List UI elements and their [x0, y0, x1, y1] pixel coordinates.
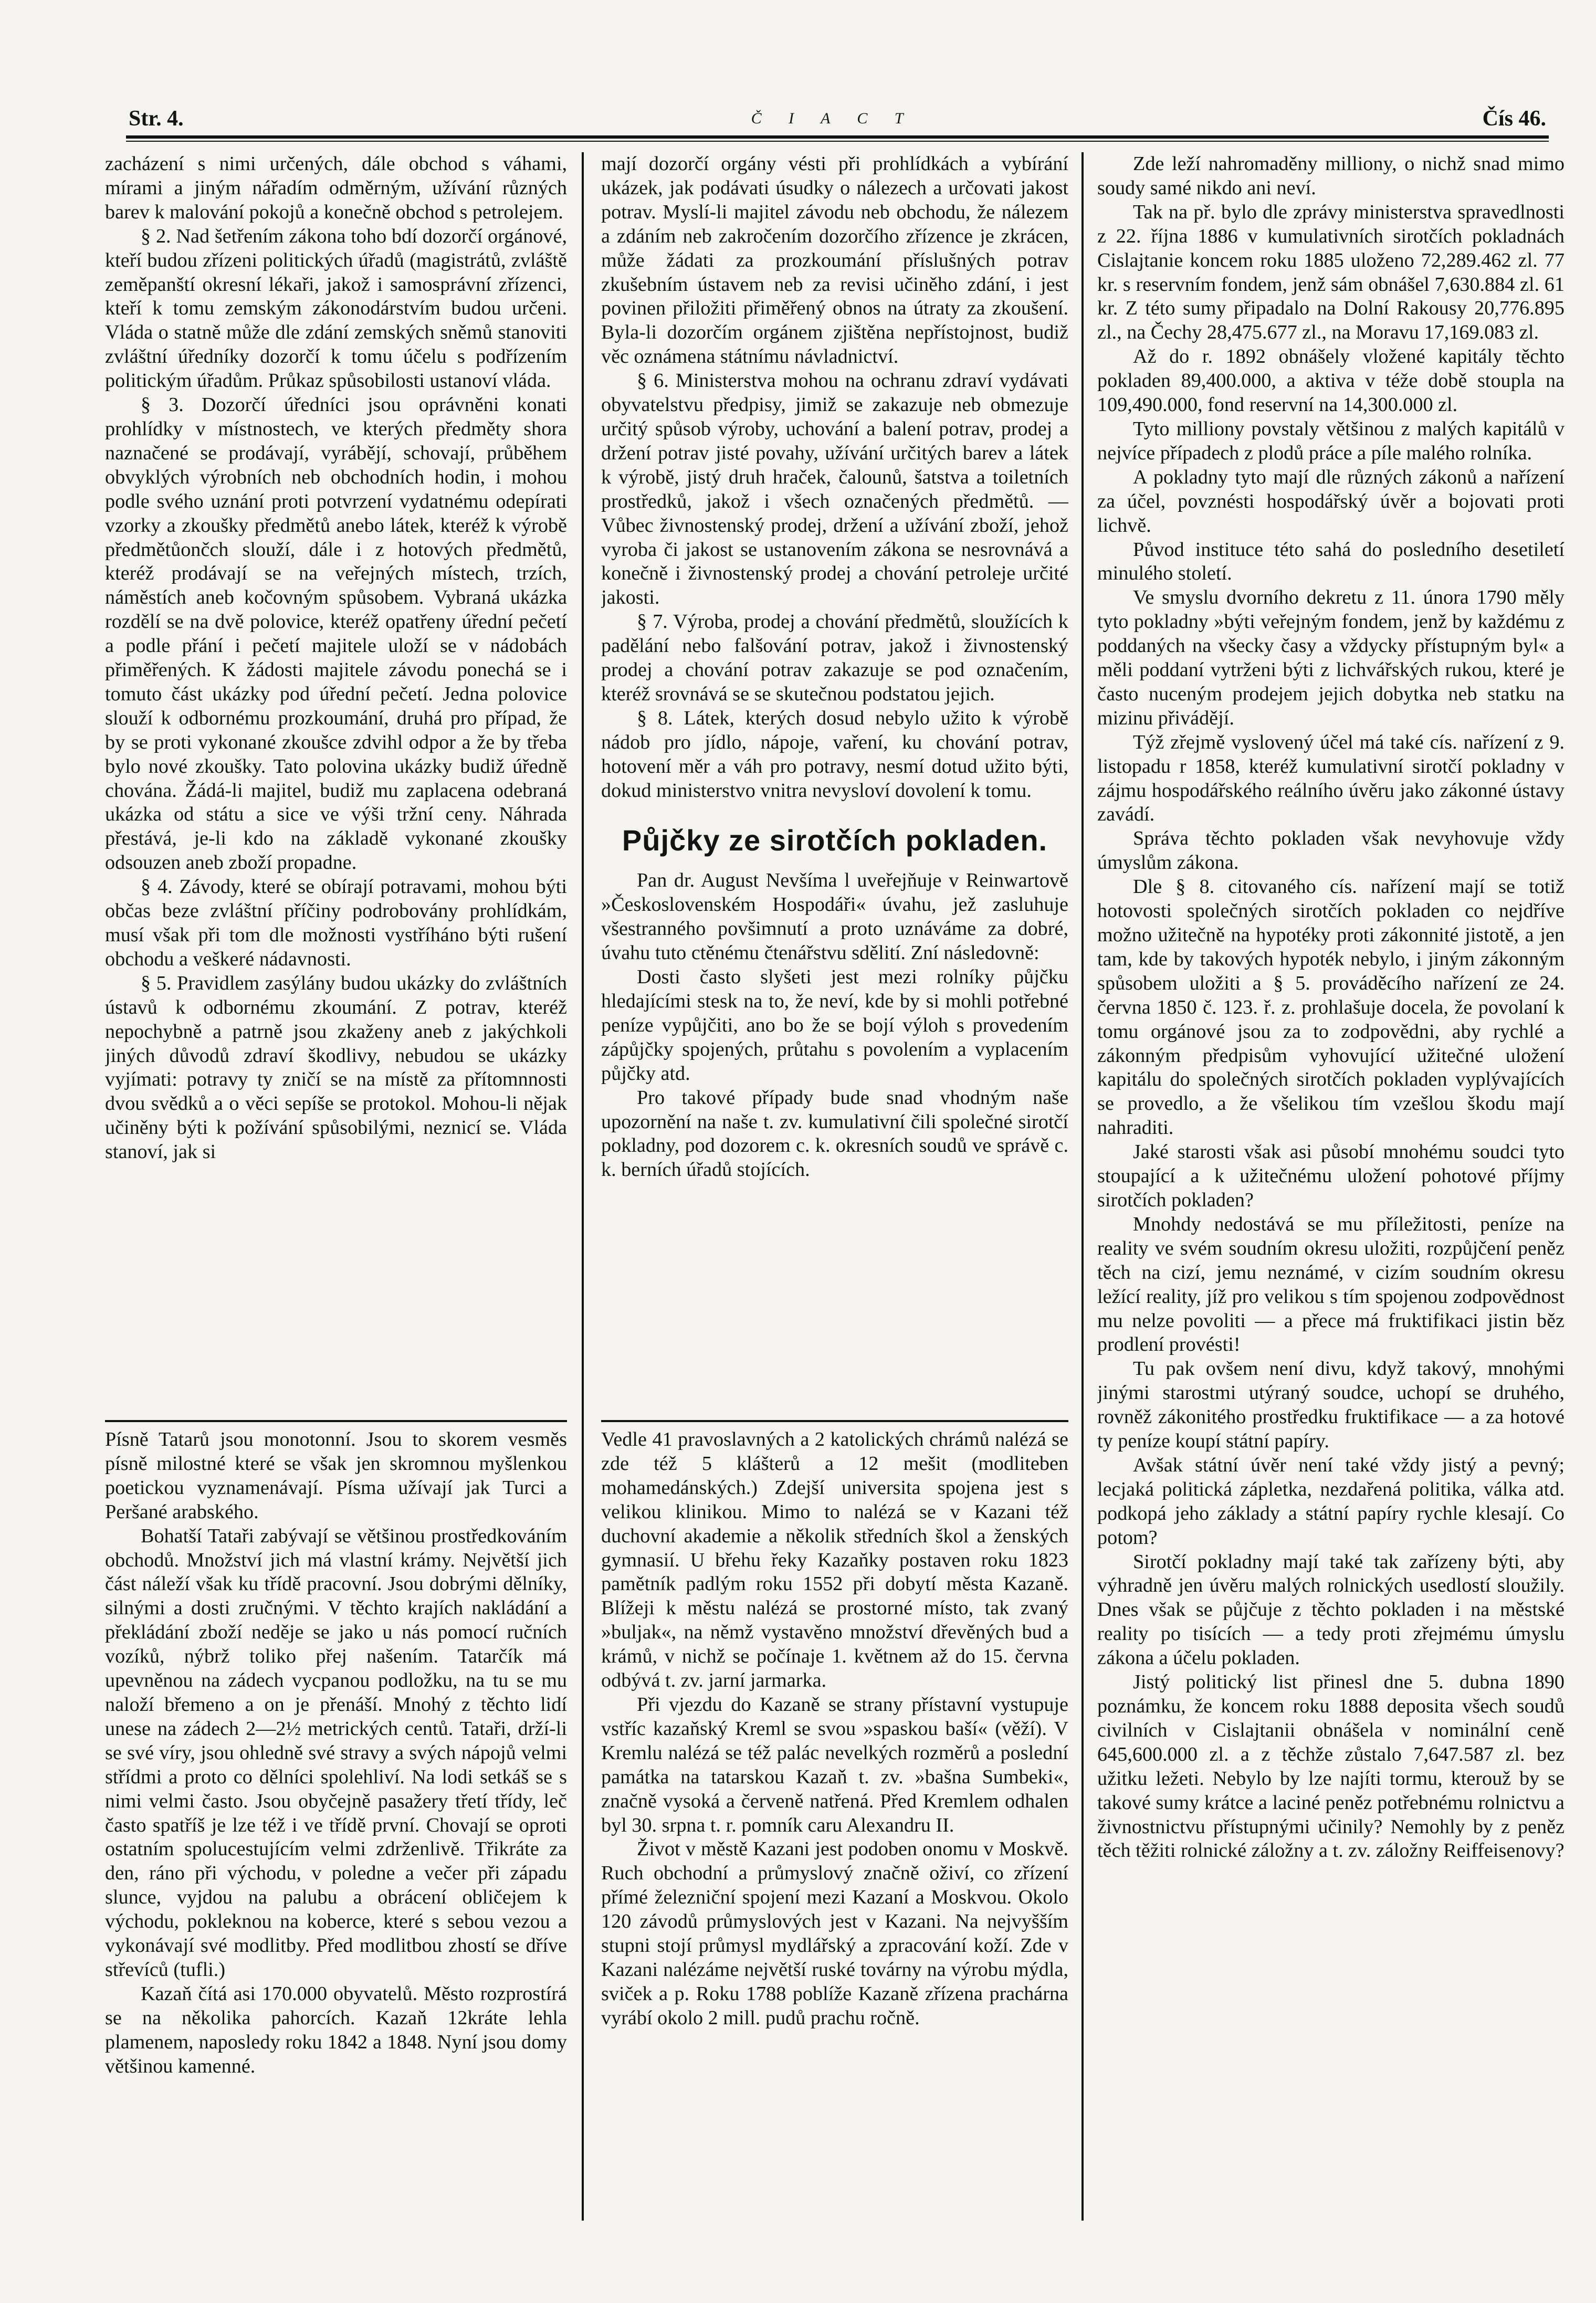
paragraph: § 7. Výroba, prodej a chování předmětů, sloužících k padělání nebo falšování potrav, jakož i živnostenský prodej a chování potrav zakazuje se pod označením, kteréž srovnává se se skutečnou podstatou jejich. — [601, 611, 1068, 705]
paragraph: Mnohdy nedostává se mu příležitosti, peníze na reality ve svém soudním okresu uložiti, rozpůjčení peněz těch na cizí, jemu neznámé, v cizím soudním okresu ležící reality, jíž pro velikou s tím spojenou zodpovědnost mu nelze povoliti — a přece má fruktifikaci jistin běz prodlení provésti! — [1097, 1213, 1564, 1356]
paragraph: Bohatší Tataři zabývají se většinou prostředkováním obchodů. Množství jich má vlastní krámy. Největší jich část náleží však ku třídě pracovní. Jsou dobrými dělníky, silnými a dosti zručnými. V těchto krajích nakládání a překládání zboží neděje se jako u nás pomocí ručních vozíků, nýbrž toliko přej našením. Tatarčík má upevněnou na zádech vycpanou podložku, na tu se mu naloží břemeno a on je přenáší. Mnohý z těchto lidí unese na zádech 2—2½ metrických centů. Tataři, drží-li se své víry, jsou ohledně své stravy a svých nápojů velmi střídmi a proto co dělníci spolehliví. Na lodi setkáš se s nimi velmi často. Jsou obyčejně pasažery třetí třídy, leč často spatříš je lze též i ve třídě první. Chovají se oproti ostatním spolucestujícím velmi zdrženlivě. Třikráte za den, ráno při východu, v poledne a večer při západu slunce, vyjdou na palubu a obrácení obličejem k východu, pokleknou na koberce, které s sebou vezou a vykonávají své modlitby. Před modlitbou zhostí se dříve střevíců (tufli.) — [105, 1524, 567, 1981]
paragraph: Tak na př. bylo dle zprávy ministerstva spravedlnosti z 22. října 1886 v kumulativních sirotčích pokladnách Cislajtanie koncem roku 1885 uloženo 72,289.462 zl. 77 kr. s reservním fondem, jenž sám obnášel 7,630.884 zl. 61 kr. Z této sumy připadalo na Dolní Rakousy 20,776.895 zl., na Čechy 28,475.677 zl., na Moravu 17,169.083 zl. — [1097, 201, 1564, 344]
paragraph: Týž zřejmě vyslovený účel má také cís. nařízení z 9. listopadu r 1858, kteréž kumulativní sirotčí pokladny v zájmu hospodářského reálního úvěru jako zákonné ústavy zavádí. — [1097, 731, 1564, 826]
column-1-bottom — [105, 1428, 567, 2215]
paragraph: § 3. Dozorčí úředníci jsou oprávněni konati prohlídky v místnostech, ve kterých předměty shora naznačené se prodávají, vyrábějí, schovají, průběhem obvyklých výrobních neb obchodních hodin, i mohou podle svého uznání proti potvrzení vydatnému odepírati vzorky a zkoušky předmětů anebo látek, kteréž k výrobě předmětůončch slouží, dále i z hotových předmětů, kteréž prodávají se na veřejných místech, trzích, náměstích aneb kočovným spůsobem. Vybraná ukázka rozdělí se na dvě polovice, kteréž opatřeny úřední pečetí a podle přání i pečetí majitele uloží se v nádobách přiměřených. K žádosti majitele závodu ponechá se i tomuto část ukázky pod úřední pečetí. Jedna polovice slouží k odbornému prozkoumání, druhá pro případ, že by se proti vykonané zkoušce zdvihl odpor a že by třeba bylo nové zkoušky. Tato polovina ukázky budiž úředně chována. Žádá-li majitel, budiž mu zaplacena odebraná ukázka od státu a sice ve výši tržní ceny. Náhrada přestává, je-li kdo na základě vykonané zkoušky odsouzen aneb zboží propadne. — [105, 394, 567, 874]
paragraph: § 6. Ministerstva mohou na ochranu zdraví vydávati obyvatelstvu předpisy, jimiž se zakazuje neb obmezuje určitý spůsob výroby, uchování a balení potrav, prodej a držení potrav jisté povahy, užívání určitých barev a látek k výrobě, jistý druh hraček, čalounů, šatstva a toiletních prostředků, jakož i všech označených předmětů. — Vůbec živnostenský prodej, držení a užívání zboží, jehož vyroba či jakost se ustanovením zákona se nesrovnává a konečně i živnostenský prodej a chování petroleje určité jakosti. — [601, 370, 1068, 609]
paragraph: Dle § 8. citovaného cís. nařízení mají se totiž hotovosti společných sirotčích pokladen co nejdříve možno užitečně na hypotéky proti zákonnité jistotě, a jen tam, kde by takových hypoték nebylo, i jiným zákonným spůsobem uložiti a § 5. prováděcího nařízení ze 24. června 1850 č. 123. ř. z. prohlašuje docela, že povolaní k tomu orgánové jsou za to zodpovědni, aby rychlé a zákonným předpisům vyhovující užitečné uložení kapitálu do společných sirotčích pokladen vyplývajících se provedlo, a že všelikou tím vzešlou škodu mají nahraditi. — [1097, 876, 1564, 1139]
paragraph: Dosti často slyšeti jest mezi rolníky půjčku hledajícími stesk na to, že neví, kde by si mohli potřebné peníze vypůjčiti, ano bo že se bojí výloh s provedením zápůjčky spojených, průtahu s povolením a vyplacením půjčky atd. — [601, 966, 1068, 1085]
paragraph: mají dozorčí orgány vésti při prohlídkách a vybírání ukázek, jak podávati úsudky o nálezech a určovati jakost potrav. Myslí-li majitel závodu neb obchodu, že nálezem a zdáním neb zakročením dozorčího zřízence je zkrácen, může žádati za prozkoumání příslušných potrav zkušebním ústavem neb za revisi učiněho zdání, i jest povinen přiložiti přiměřený obnos na útraty za zkoušení. Byla-li dozorčím orgánem zjištěna nepřístojnost, budiž věc oznámena státnímu návladnictví. — [601, 153, 1068, 368]
paragraph: Až do r. 1892 obnášely vložené kapitály těchto pokladen 89,400.000, a aktiva v téže době stoupla na 109,490.000, fond reservní na 14,300.000 zl. — [1097, 345, 1564, 416]
section-title: Půjčky ze sirotčích pokladen. — [622, 824, 1048, 857]
paragraph: Život v městě Kazani jest podoben onomu v Moskvě. Ruch obchodní a průmyslový značně oživí, co zřízení přímé železniční spojení mezi Kazaní a Moskvou. Okolo 120 závodů průmyslových jest v Kazani. Na nejvyšším stupni stojí průmysl mydlářský a zpracování koží. Zde v Kazani nalézáme největší ruské továrny na výrobu mýdla, sviček a p. Roku 1788 poblíže Kazaně zřízena prachárna vyrábí okolo 2 mill. pudů prachu ročně. — [601, 1838, 1068, 2029]
paragraph: Sirotčí pokladny mají také tak zařízeny býti, aby výhradně jen úvěru malých rolnických usedlostí sloužily. Dnes však se půjčuje z těchto pokladen i na městské reality po tisících — a tedy proti zřejmému úmyslu zákona a účelu pokladen. — [1097, 1550, 1564, 1669]
paragraph: § 2. Nad šetřením zákona toho bdí dozorčí orgánové, kteří budou zřízeni politických úřadů (magistrátů, zvláště zeměpanští okresní lékaři, jakož i samosprávní zřízenci, kteří k tomu zemským zákonodárstvím budou určeni. Vláda o statně může dle zdání zemských sněmů stanoviti zvláštní úředníky dozorčí k tomu účelu s podřízením politickým úřadům. Průkaz spůsobilosti ustanoví vláda. — [105, 225, 567, 392]
column-2-bottom — [601, 1428, 1068, 2215]
header-rule — [126, 135, 1549, 139]
feuilleton-rule-2 — [601, 1420, 1068, 1422]
paragraph: Vedle 41 pravoslavných a 2 katolických chrámů nalézá se zde též 5 klášterů a 12 mešit (modliteben mohamedánských.) Zdejší universita spojena jest s velikou klinikou. Mimo to nalézá se v Kazani též duchovní akademie a několik středních škol a ženských gymnasií. U břehu řeky Kazaňky postaven roku 1823 pamětník padlým roku 1552 při dobytí města Kazaně. Blížeji k městu nalézá se prostorné místo, tak zvaný »buljak«, na němž vystavěno množství dřevěných bud a krámů, v nichž se počínaje 1. květnem až do 15. června odbývá t. zv. jarní jarmarka. — [601, 1428, 1068, 1692]
page-number: Str. 4. — [129, 107, 184, 131]
paragraph: Správa těchto pokladen však nevyhovuje vždy úmyslům zákona. — [1097, 827, 1564, 874]
paragraph: Písně Tatarů jsou monotonní. Jsou to skorem vesměs písně milostné které se však jen skromnou myšlenkou poetickou vyznamenávají. Písma užívají jak Turci a Peršané arabského. — [105, 1428, 567, 1523]
column-rule-1 — [582, 152, 584, 2221]
paragraph: zacházení s nimi určených, dále obchod s váhami, mírami a jiným nářadím odměrným, užívání různých barev k malování pokojů a konečně obchod s petrolejem. — [105, 153, 567, 223]
masthead-title: Č I A C T — [751, 110, 915, 127]
column-2-top — [601, 152, 1068, 1402]
paragraph: Tu pak ovšem není divu, když takový, mnohými jinými starostmi utýraný soudce, uchopí se druhého, rovněž zákonitého prostředku fruktifikace — a za hotové ty peníze koupí státní papíry. — [1097, 1358, 1564, 1453]
feuilleton-rule-1 — [105, 1420, 567, 1422]
paragraph: Avšak státní úvěr není také vždy jistý a pevný; lecjaká politická zápletka, nezdařená politika, válka atd. podkopá jeho základy a státní papíry rychle klesají. Co potom? — [1097, 1454, 1564, 1549]
issue-number: Čís 46. — [1482, 107, 1546, 131]
paragraph: Pro takové případy bude snad vhodným naše upozornění na naše t. zv. kumulativní čili společné sirotčí pokladny, pod dozorem c. k. okresních soudů ve správě c. k. berních úřadů stojících. — [601, 1086, 1068, 1181]
page-header — [129, 104, 1546, 133]
paragraph: Ve smyslu dvorního dekretu z 11. února 1790 měly tyto pokladny »býti veřejným fondem, jenž by každému z poddaných na všecky časy a vždycky přístupným byl« a měli poddaní vytrženi býti z lichvářských rukou, které je často nuceným prodejem jejich dobytka neb statku na mizinu přivádějí. — [1097, 586, 1564, 729]
paragraph: Zde leží nahromaděny milliony, o nichž snad mimo soudy samé nikdo ani neví. — [1097, 153, 1564, 199]
column-3 — [1097, 152, 1564, 2215]
paragraph: A pokladny tyto mají dle různých zákonů a nařízení za účel, povznésti hospodářský úvěr a bojovati proti lichvě. — [1097, 466, 1564, 537]
paragraph: Jistý politický list přinesl dne 5. dubna 1890 poznámku, že koncem roku 1888 deposita všech soudů civilních v Cislajtanii obnášela v nominální ceně 645,600.000 zl. a z těchže zůstalo 7,647.587 zl. bez užitku ležeti. Nebylo by lze najíti tormu, kterouž by se takové sumy krátce a laciné peněz potřebnému rolnictvu a živnostnictvu přístupnými učinily? Nemohly by z peněz těch těžiti rolnické záložny a t. zv. záložny Reiffeisenovy? — [1097, 1671, 1564, 1862]
paragraph: § 8. Látek, kterých dosud nebylo užito k výrobě nádob pro jídlo, nápoje, vaření, ku chování potrav, hotovení měr a váh pro potravy, nesmí dotud užito býti, dokud ministerstvo vnitra nevysloví dovolení k tomu. — [601, 707, 1068, 802]
paragraph: Tyto milliony povstaly většinou z malých kapitálů v nejvíce případech z plodů práce a píle malého rolníka. — [1097, 417, 1564, 464]
header-rule-thin — [126, 141, 1549, 142]
paragraph: § 4. Závody, které se obírají potravami, mohou býti občas beze zvláštní příčiny podrobovány prohlídkám, musí však při tom dle možnosti vystříháno býti rušení obchodu a veškeré nádavnosti. — [105, 876, 567, 970]
column-rule-2 — [1082, 152, 1084, 2221]
paragraph: Při vjezdu do Kazaně se strany přístavní vystupuje vstříc kazaňský Kreml se svou »spaskou baší« (věží). V Kremlu nalézá se též palác nevelkých rozměrů a poslední památka na tatarskou Kazaň t. zv. »bašna Sumbeki«, značně vysoká a červeně natřená. Před Kremlem odhalen byl 30. srpna t. r. pomník caru Alexandru II. — [601, 1693, 1068, 1836]
paragraph: Kazaň čítá asi 170.000 obyvatelů. Město rozprostírá se na několika pahorcích. Kazaň 12kráte lehla plamenem, naposledy roku 1842 a 1848. Nyní jsou domy většinou kamenné. — [105, 1982, 567, 2077]
paragraph: Původ instituce této sahá do posledního desetiletí minulého století. — [1097, 538, 1564, 585]
paragraph: § 5. Pravidlem zasýlány budou ukázky do zvláštních ústavů k odbornému zkoumání. Z potrav, kteréž nepochybně a patrně jsou zkaženy aneb z jakýchkoli jiných důvodů zdraví škodlivy, nebudou se ukázky vyjímati: potravy ty zničí se na místě za přítomnnosti dvou svědků a o věci sepíše se protokol. Mohou-li nějak učiněny býti k požívání spůsobilými, neznicí se. Vláda stanoví, jak si — [105, 972, 567, 1163]
column-1-top — [105, 152, 567, 1402]
paragraph: Pan dr. August Nevšíma l uveřejňuje v Reinwartově »Československém Hospodáři« úvahu, jež zasluhuje všestranného povšimnutí a proto uznáváme za dobré, úvahu tuto ctěnému čtenářstvu sdělití. Zní následovně: — [601, 869, 1068, 964]
paragraph: Jaké starosti však asi působí mnohému soudci tyto stoupající a k užitečnému uložení pohotové příjmy sirotčích pokladen? — [1097, 1141, 1564, 1211]
